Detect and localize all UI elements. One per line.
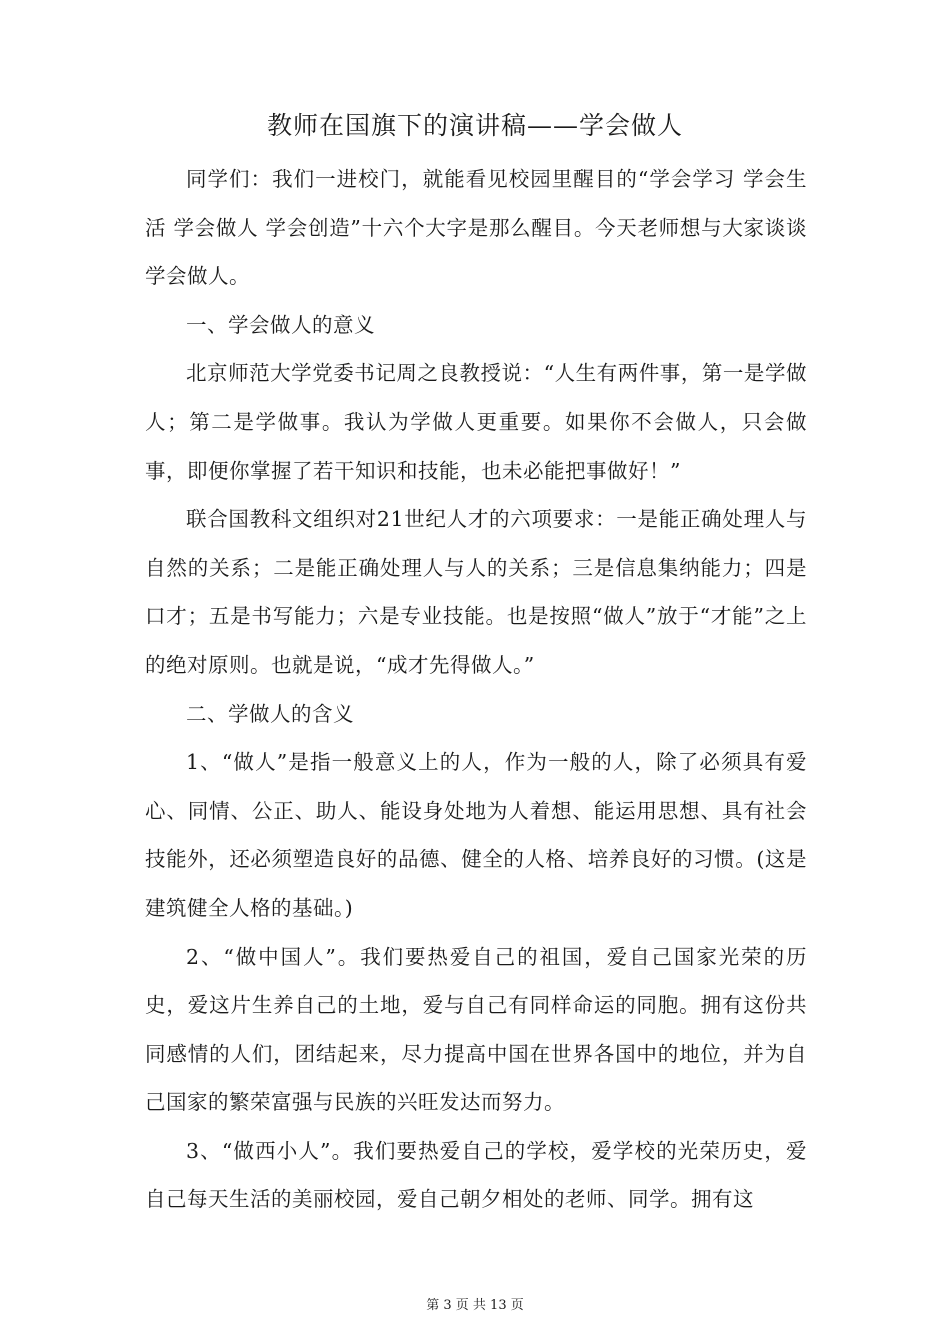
paragraph-point-3: 3、“做西小人”。我们要热爱自己的学校，爱学校的光荣历史，爱自己每天生活的美丽校园，爱自己朝夕相处的老师、同学。拥有这 <box>145 1138 807 1212</box>
section-heading-2: 二、学做人的含义 <box>186 701 354 726</box>
document-title: 教师在国旗下的演讲稿——学会做人 <box>266 111 683 140</box>
paragraph-quote: 北京师范大学党委书记周之良教授说：“人生有两件事，第一是学做人；第二是学做事。我认为学做人更重要。如果你不会做人，只会做事，即便你掌握了若干知识和技能，也未必能把事做好！” <box>145 361 807 483</box>
page-number: 第 3 页 共 13 页 <box>426 1298 524 1313</box>
paragraph-point-1: 1、“做人”是指一般意义上的人，作为一般的人，除了必须具有爱心、同情、公正、助人、能设身处地为人着想、能运用思想、具有社会技能外，还必须塑造良好的品德、健全的人格、培养良好的习惯。(这是建筑健全人格的基础。) <box>145 750 807 920</box>
paragraph-point-2: 2、“做中国人”。我们要热爱自己的祖国，爱自己国家光荣的历史，爱这片生养自己的土地，爱与自己有同样命运的同胞。拥有这份共同感情的人们，团结起来，尽力提高中国在世界各国中的地位，并为自己国家的繁荣富强与民族的兴旺发达而努力。 <box>145 944 807 1115</box>
paragraph-greeting: 同学们：我们一进校门，就能看见校园里醒目的“学会学习 学会生活 学会做人 学会创造”十六个大字是那么醒目。今天老师想与大家谈谈学会做人。 <box>145 167 807 289</box>
paragraph-unesco: 联合国教科文组织对21世纪人才的六项要求：一是能正确处理人与自然的关系；二是能正确处理人与人的关系；三是信息集纳能力；四是口才；五是书写能力；六是专业技能。也是按照“做人”放于“才能”之上的绝对原则。也就是说，“成才先得做人。” <box>145 507 807 677</box>
document-body <box>145 155 807 1224</box>
section-heading-1: 一、学会做人的意义 <box>186 312 375 337</box>
